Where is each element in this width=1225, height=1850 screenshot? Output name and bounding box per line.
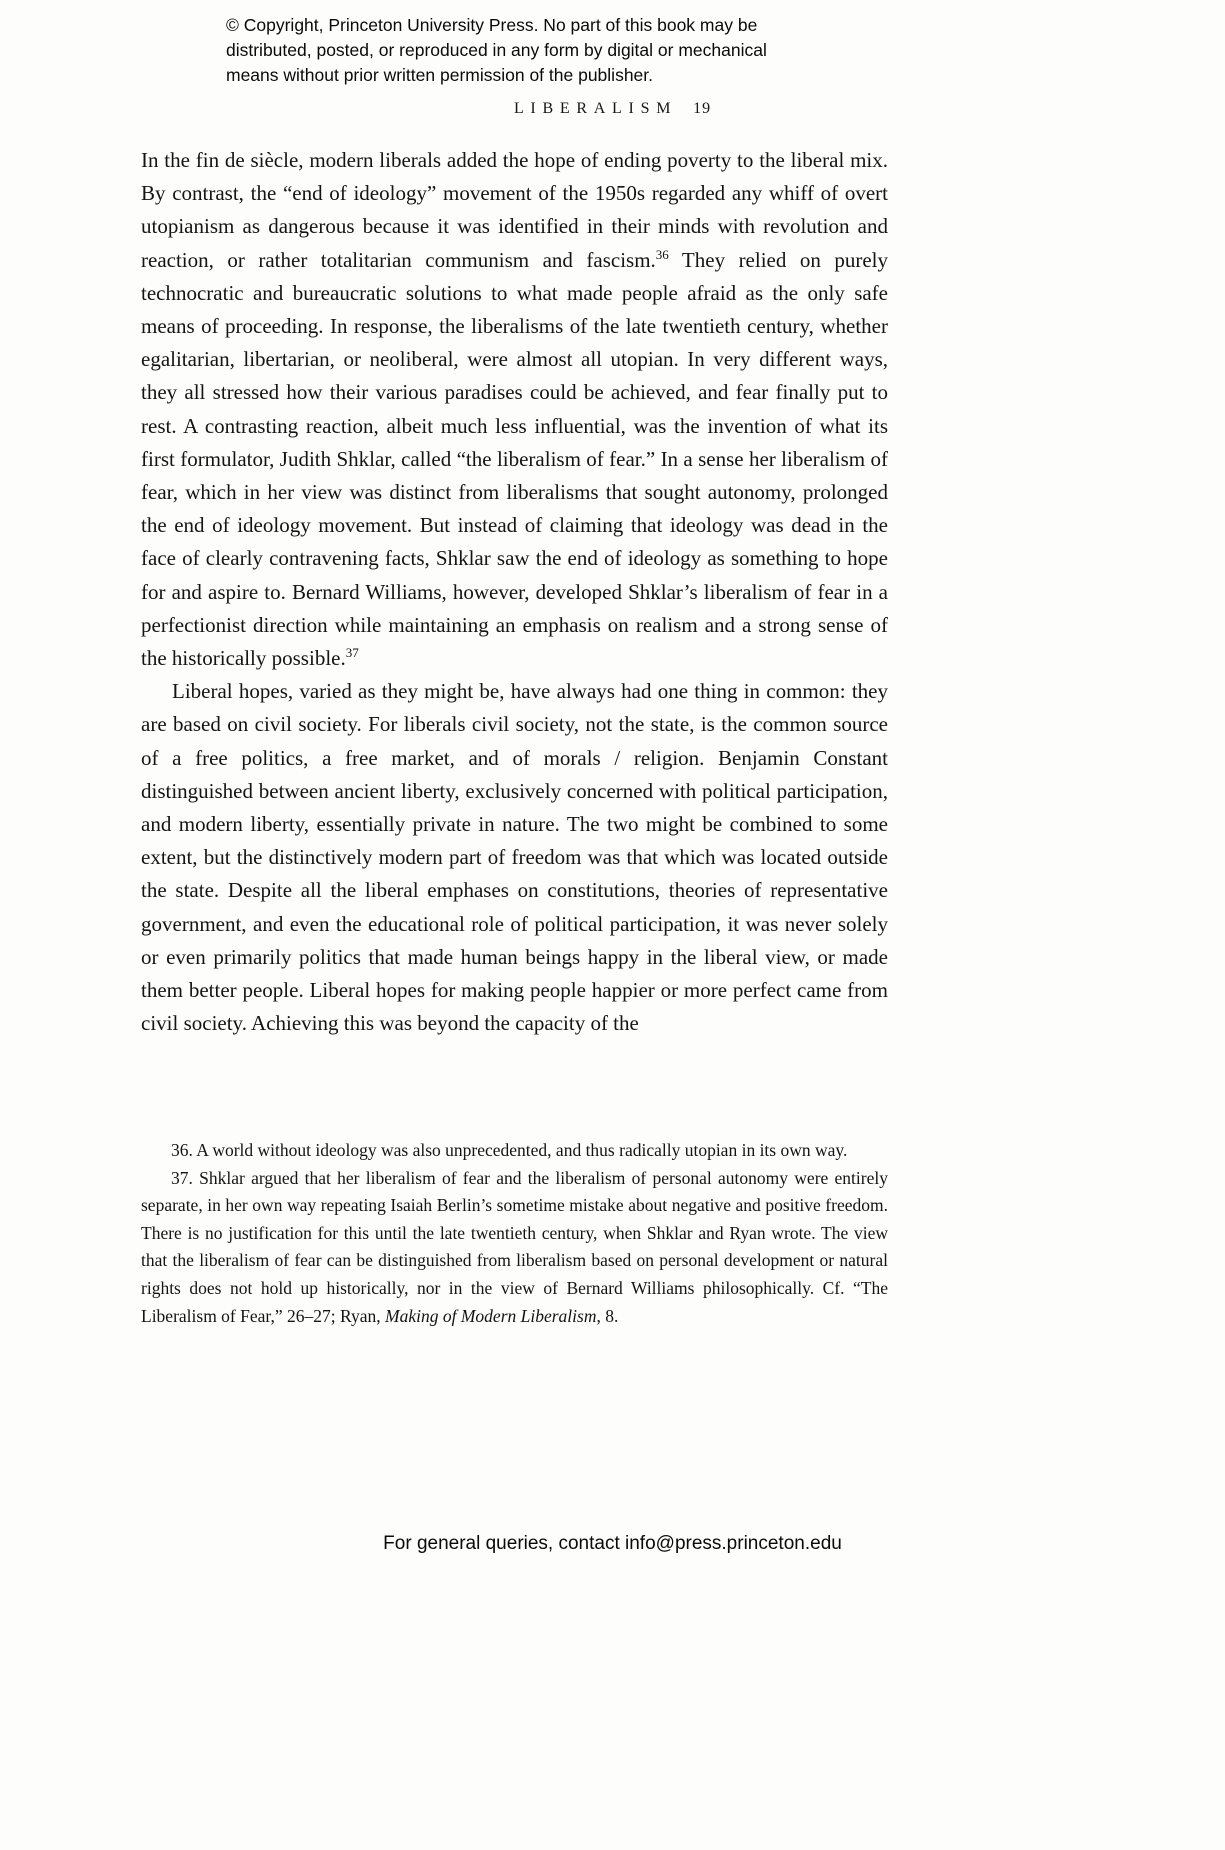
copyright-notice	[226, 13, 767, 88]
footnote-37-book-title: Making of Modern Liberalism	[385, 1305, 597, 1326]
footnote-ref-36: 36	[655, 246, 669, 262]
paragraph-1-text-continued: They relied on purely technocratic and bureaucratic solutions to what made people afraid as the only safe means of proceeding. In response, the liberalisms of the late twentieth century, whether egalitarian, libertarian, or neoliberal, were almost all utopian. In very different ways, they all stressed how their various paradises could be achieved, and fear finally put to rest. A contrasting reaction, albeit much less influential, was the invention of what its first formulator, Judith Shklar, called “the liberalism of fear.” In a sense her liberalism of fear, which in her view was distinct from liberalisms that sought autonomy, prolonged the end of ideology movement. But instead of claiming that ideology was dead in the face of clearly contravening facts, Shklar saw the end of ideology as something to hope for and aspire to. Bernard Williams, however, developed Shklar’s liberalism of fear in a perfectionist direction while maintaining an emphasis on realism and a strong sense of the historically possible.	[141, 247, 888, 671]
copyright-line-3: means without prior written permission of the publisher.	[226, 65, 654, 85]
body-paragraph-2: Liberal hopes, varied as they might be, have always had one thing in common: they are based on civil society. For liberals civil society, not the state, is the common source of a free politics, a free market, and of morals / religion. Benjamin Constant distinguished between ancient liberty, exclusively concerned with political participation, and modern liberty, essentially private in nature. The two might be combined to some extent, but the distinctively modern part of freedom was that which was located outside the state. Despite all the liberal emphases on constitutions, theories of representative government, and even the educational role of political participation, it was never solely or even primarily politics that made human beings happy in the liberal view, or made them better people. Liberal hopes for making people happier or more perfect came from civil society. Achieving this was beyond the capacity of the	[141, 679, 888, 1036]
copyright-line-2: distributed, posted, or reproduced in any form by digital or mechanical	[226, 40, 767, 60]
footnote-37-text: 37. Shklar argued that her liberalism of fear and the liberalism of personal autonomy were entirely separate, in her own way repeating Isaiah Berlin’s sometime mistake about negative and positive freedom. There is no justification for this until the late twentieth century, when Shklar and Ryan wrote. The view that the liberalism of fear can be distinguished from liberalism based on personal development or natural rights does not hold up historically, nor in the view of Bernard Williams philosophically. Cf. “The Liberalism of Fear,” 26–27; Ryan,	[141, 1167, 888, 1326]
paragraph-1-text: In the fin de siècle, modern liberals added the hope of ending poverty to the liberal mix. By contrast, the “end of ideology” movement of the 1950s regarded any whiff of overt utopianism as dangerous because it was identified in their minds with revolution and reaction, or rather totalitarian communism and fascism.	[141, 148, 888, 272]
footer-contact: For general queries, contact info@press.princeton.edu	[383, 1533, 842, 1554]
running-head	[0, 100, 1225, 118]
page-number: 19	[693, 100, 712, 117]
footnotes-section	[141, 1137, 888, 1330]
body-paragraph-1	[141, 144, 888, 675]
copyright-line-1: © Copyright, Princeton University Press. No part of this book may be	[226, 15, 758, 35]
footnote-37-text-end: , 8.	[596, 1305, 619, 1326]
running-head-title: LIBERALISM	[513, 100, 678, 117]
footnote-37	[141, 1165, 888, 1331]
footnote-36: 36. A world without ideology was also unprecedented, and thus radically utopian in its own way.	[171, 1140, 848, 1160]
footnote-ref-37: 37	[345, 645, 359, 661]
body-text	[141, 144, 888, 1040]
